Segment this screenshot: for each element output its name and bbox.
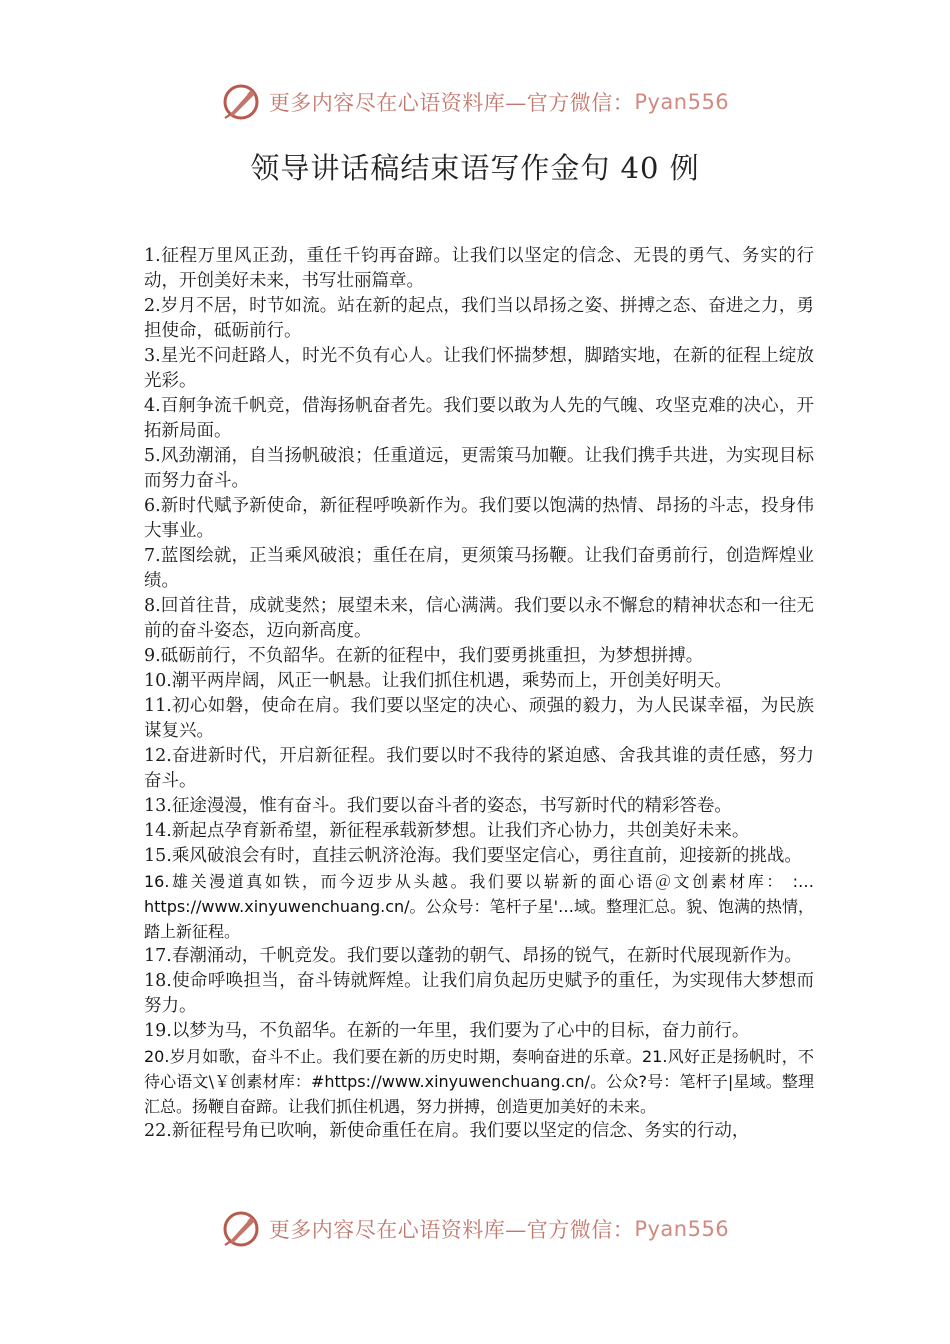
list-item: 2.岁月不居，时节如流。站在新的起点，我们当以昂扬之姿、拼搏之态、奋进之力，勇担使命，砥砺前行。	[144, 296, 814, 341]
list-item: 11.初心如磐，使命在肩。我们要以坚定的决心、顽强的毅力，为人民谋幸福，为民族谋复兴。	[144, 696, 814, 741]
list-item: 5.风劲潮涌，自当扬帆破浪；任重道远，更需策马加鞭。让我们携手共进，为实现目标而努力奋斗。	[144, 446, 814, 491]
footer-banner	[0, 1207, 950, 1251]
header-banner	[0, 80, 950, 124]
list-item: 14.新起点孕育新希望，新征程承载新梦想。让我们齐心协力，共创美好未来。	[144, 821, 750, 841]
list-item: 17.春潮涌动，千帆竞发。我们要以蓬勃的朝气、昂扬的锐气，在新时代展现新作为。	[144, 946, 802, 966]
list-item: 8.回首往昔，成就斐然；展望未来，信心满满。我们要以永不懈怠的精神状态和一往无前的奋斗姿态，迈向新高度。	[144, 596, 814, 641]
footer-brand-text: 更多内容尽在心语资料库—官方微信：	[268, 1218, 635, 1242]
page-title: 领导讲话稿结束语写作金句 40 例	[250, 151, 700, 185]
list-item: 6.新时代赋予新使命，新征程呼唤新作为。我们要以饱满的热情、昂扬的斗志，投身伟大事业。	[144, 496, 814, 541]
quill-seal-logo-icon	[221, 82, 261, 122]
list-item: 3.星光不问赶路人，时光不负有心人。让我们怀揣梦想，脚踏实地，在新的征程上绽放光彩。	[144, 346, 814, 391]
list-item-watermarked: 20.岁月如歌，奋斗不止。我们要在新的历史时期，奏响奋进的乐章。21.风好正是扬帆时，不待心语文\￥创素材库：#https://www.xinyuwenchuang.cn/。公众?号：笔杆子|星域。整理汇总。扬鞭自奋蹄。让我们抓住机遇，努力拼搏，创造更加美好的未来。	[144, 1047, 814, 1116]
list-item: 13.征途漫漫，惟有奋斗。我们要以奋斗者的姿态，书写新时代的精彩答卷。	[144, 796, 732, 816]
quill-seal-logo-icon	[221, 1209, 261, 1249]
list-item: 19.以梦为马，不负韶华。在新的一年里，我们要为了心中的目标，奋力前行。	[144, 1021, 750, 1041]
footer-wechat-id: Pyan556	[634, 1217, 730, 1241]
list-item: 4.百舸争流千帆竞，借海扬帆奋者先。我们要以敢为人先的气魄、攻坚克难的决心，开拓新局面。	[144, 396, 814, 441]
article-body	[144, 244, 814, 1144]
list-item: 18.使命呼唤担当，奋斗铸就辉煌。让我们肩负起历史赋予的重任，为实现伟大梦想而努力。	[144, 971, 814, 1016]
header-wechat-id: Pyan556	[634, 90, 730, 114]
list-item: 15.乘风破浪会有时，直挂云帆济沧海。我们要坚定信心，勇往直前，迎接新的挑战。	[144, 846, 802, 866]
list-item: 9.砥砺前行，不负韶华。在新的征程中，我们要勇挑重担，为梦想拼搏。	[144, 646, 704, 666]
list-item-watermarked: 16.雄关漫道真如铁，而今迈步从头越。我们要以崭新的面心语＠文创素材库： :…https://www.xinyuwenchuang.cn/。公众号：笔杆子星'…域。整理汇总。貌、饱满的热情，踏上新征程。	[144, 872, 814, 941]
list-item: 12.奋进新时代，开启新征程。我们要以时不我待的紧迫感、舍我其谁的责任感，努力奋斗。	[144, 746, 814, 791]
header-brand-text: 更多内容尽在心语资料库—官方微信：	[268, 91, 635, 115]
list-item: 22.新征程号角已吹响，新使命重任在肩。我们要以坚定的信念、务实的行动，	[144, 1121, 750, 1141]
list-item: 1.征程万里风正劲，重任千钧再奋蹄。让我们以坚定的信念、无畏的勇气、务实的行动，开创美好未来，书写壮丽篇章。	[144, 246, 814, 291]
list-item: 7.蓝图绘就，正当乘风破浪；重任在肩，更须策马扬鞭。让我们奋勇前行，创造辉煌业绩。	[144, 546, 814, 591]
list-item: 10.潮平两岸阔，风正一帆悬。让我们抓住机遇，乘势而上，开创美好明天。	[144, 671, 732, 691]
